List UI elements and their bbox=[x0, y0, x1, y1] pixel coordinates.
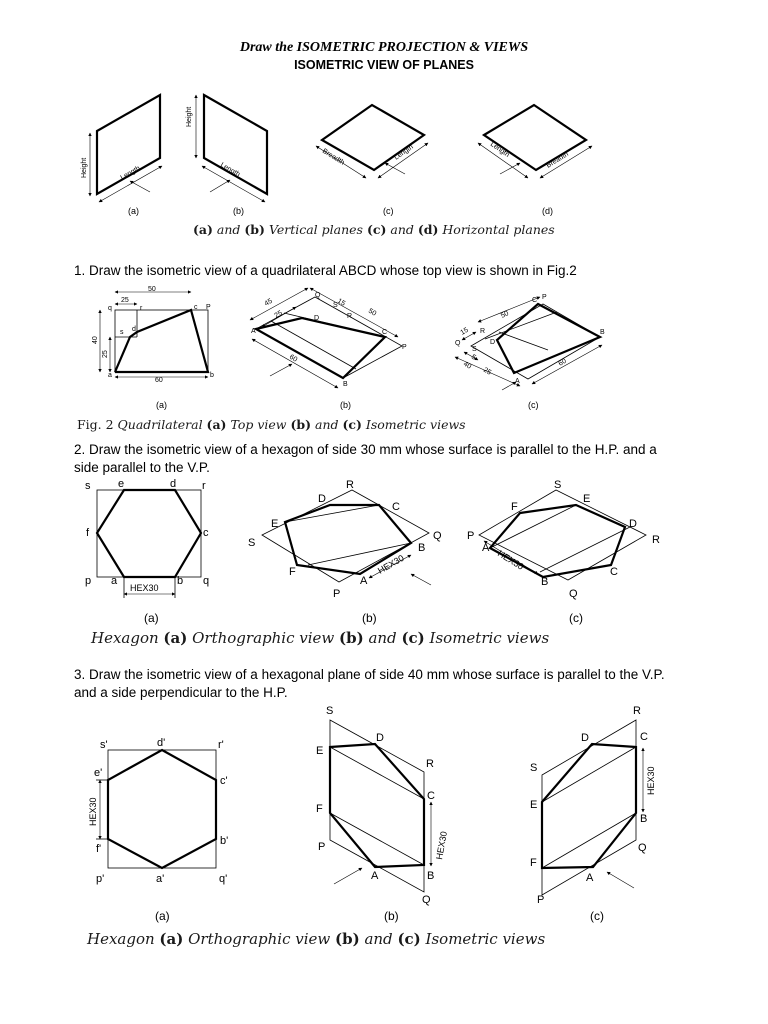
q3-b-A: A bbox=[371, 870, 379, 882]
q2-c-E: E bbox=[583, 493, 591, 505]
question-1: 1. Draw the isometric view of a quadrilateral ABCD whose top view is shown in Fig.2 bbox=[74, 263, 577, 278]
q3-a-c: c' bbox=[220, 775, 228, 787]
q2-a-r: r bbox=[202, 480, 206, 492]
plane-b-length: Length bbox=[219, 161, 242, 179]
q2-caption: Hexagon (a) Orthographic view (b) and (c) Isometric views bbox=[91, 629, 550, 647]
q1-a-dim-25b: 25 bbox=[102, 350, 109, 358]
q1-a-d: d bbox=[132, 326, 136, 333]
q3-a-f: f' bbox=[96, 843, 102, 855]
q1-b-D: D bbox=[314, 315, 320, 322]
q2-b-dim: HEX30 bbox=[376, 552, 406, 576]
q1-b-dim-50: 50 bbox=[367, 307, 378, 318]
q3-a-b: b' bbox=[220, 835, 229, 847]
q1-c-dim-5: 5 bbox=[470, 353, 477, 362]
q1-b-C: C bbox=[382, 329, 388, 336]
q2-b-P: P bbox=[333, 588, 341, 600]
plane-label-c: (c) bbox=[383, 206, 394, 216]
q2-a-q: q bbox=[203, 575, 210, 587]
q2-b-Q: Q bbox=[433, 530, 442, 542]
q2-b-B: B bbox=[418, 542, 426, 554]
q3-b-S: S bbox=[326, 705, 334, 717]
q2-a-f: f bbox=[86, 527, 90, 539]
q2-a-a: a bbox=[111, 575, 118, 587]
q3-c-A: A bbox=[586, 872, 594, 884]
q1-c-dim-15: 15 bbox=[459, 326, 470, 337]
q1-b-P: P bbox=[402, 344, 407, 351]
q1-b-R: R bbox=[347, 313, 353, 320]
q3-a-a: a' bbox=[156, 873, 165, 885]
q3-b-dim: HEX30 bbox=[434, 830, 449, 861]
question-2-line-2: side parallel to the V.P. bbox=[74, 460, 210, 475]
q1-label-c: (c) bbox=[528, 400, 539, 410]
q2-b-A: A bbox=[360, 575, 368, 587]
plane-label-d: (d) bbox=[542, 206, 553, 216]
q1-a-b: b bbox=[210, 372, 214, 379]
q1-a-P: P bbox=[206, 304, 211, 311]
q1-b-S: S bbox=[333, 302, 338, 309]
q1-b-dim-45: 45 bbox=[263, 297, 274, 308]
q3-a-dim: HEX30 bbox=[88, 797, 98, 826]
q2-b-E: E bbox=[271, 518, 279, 530]
q1-b-dim-15: 15 bbox=[336, 297, 347, 308]
q2-b-R: R bbox=[346, 479, 354, 491]
q2-c-C: C bbox=[610, 566, 618, 578]
q2-c-D: D bbox=[629, 518, 637, 530]
q2-b-F: F bbox=[289, 566, 296, 578]
q2-a-s: s bbox=[85, 480, 91, 492]
q3-c-F: F bbox=[530, 857, 537, 869]
q3-a-e: e' bbox=[94, 767, 103, 779]
q2-b-D: D bbox=[318, 493, 326, 505]
q2-a-b: b bbox=[177, 575, 184, 587]
q1-caption: Fig. 2 Quadrilateral (a) Top view (b) and (c) Isometric views bbox=[77, 417, 466, 432]
q2-c-A: A bbox=[482, 542, 490, 554]
q2-label-b: (b) bbox=[362, 611, 377, 625]
q3-a-q: q' bbox=[219, 873, 228, 885]
q2-a-c: c bbox=[203, 527, 209, 539]
q3-b-C: C bbox=[427, 790, 435, 802]
q3-c-S: S bbox=[530, 762, 538, 774]
q1-a-a: a bbox=[108, 372, 112, 379]
question-2-line-1: 2. Draw the isometric view of a hexagon of side 30 mm whose surface is parallel to the H.P. and a bbox=[74, 442, 657, 457]
q1-a-dim-40: 40 bbox=[92, 336, 99, 344]
q2-c-R: R bbox=[652, 534, 660, 546]
q3-b-P: P bbox=[318, 841, 326, 853]
q2-c-F: F bbox=[511, 501, 518, 513]
plane-label-a: (a) bbox=[128, 206, 139, 216]
q3-b-Q: Q bbox=[422, 894, 431, 906]
q3-c-B: B bbox=[640, 813, 648, 825]
q3-a-s: s' bbox=[100, 739, 108, 751]
planes-caption: (a) and (b) Vertical planes (c) and (d) Horizontal planes bbox=[193, 222, 555, 237]
q1-a-c: c bbox=[194, 304, 198, 311]
q3-b-R: R bbox=[426, 758, 434, 770]
plane-a-height: Height bbox=[81, 157, 88, 178]
q3-iso-c bbox=[530, 705, 656, 906]
q3-a-r: r' bbox=[218, 739, 224, 751]
q1-a-dim-50: 50 bbox=[148, 286, 156, 293]
plane-c-breadth: Breadth bbox=[320, 147, 346, 167]
q1-a-dim-25: 25 bbox=[121, 297, 129, 304]
q1-c-R: R bbox=[480, 328, 486, 335]
q1-c-A: A bbox=[515, 378, 520, 385]
q1-c-Q: Q bbox=[455, 340, 461, 347]
q3-label-b: (b) bbox=[384, 909, 399, 923]
q3-a-d: d' bbox=[157, 737, 166, 749]
q2-a-d: d bbox=[170, 478, 177, 490]
q3-iso-b bbox=[316, 705, 449, 906]
q3-c-E: E bbox=[530, 799, 538, 811]
q2-b-S: S bbox=[248, 537, 256, 549]
q1-c-dim-50: 50 bbox=[499, 310, 510, 320]
q1-c-P: P bbox=[542, 294, 547, 301]
plane-b-height: Height bbox=[186, 106, 193, 127]
plane-d-length: Length bbox=[488, 140, 511, 159]
q3-b-B: B bbox=[427, 870, 435, 882]
q1-c-dim-40: 40 bbox=[462, 360, 473, 371]
q1-c-D: D bbox=[490, 339, 496, 346]
plane-c-length: Length bbox=[393, 143, 415, 162]
page-title: Draw the ISOMETRIC PROJECTION & VIEWS bbox=[239, 40, 529, 55]
q3-c-C: C bbox=[640, 731, 648, 743]
plane-d-breadth: Breadth bbox=[545, 150, 570, 170]
plane-a-length: Length bbox=[119, 164, 142, 182]
q1-a-r: r bbox=[140, 305, 143, 312]
q1-a-q: q bbox=[108, 305, 112, 312]
question-3-line-2: and a side perpendicular to the H.P. bbox=[74, 685, 288, 700]
q3-c-P: P bbox=[537, 894, 545, 906]
q2-b-C: C bbox=[392, 501, 400, 513]
q2-label-a: (a) bbox=[144, 611, 159, 625]
q2-label-c: (c) bbox=[569, 611, 583, 625]
q3-b-E: E bbox=[316, 745, 324, 757]
q3-ortho bbox=[88, 737, 228, 885]
q3-c-R: R bbox=[633, 705, 641, 717]
q1-c-B: B bbox=[600, 329, 605, 336]
q1-b-dim-25: 25 bbox=[273, 309, 284, 320]
q2-a-dim: HEX30 bbox=[130, 583, 159, 593]
q3-b-D: D bbox=[376, 732, 384, 744]
q2-c-Q: Q bbox=[569, 588, 578, 600]
q1-c-C: C bbox=[532, 297, 538, 304]
q2-c-B: B bbox=[541, 576, 549, 588]
page-subtitle: ISOMETRIC VIEW OF PLANES bbox=[294, 58, 474, 72]
q2-a-e: e bbox=[118, 478, 125, 490]
q2-c-P: P bbox=[467, 530, 475, 542]
q1-c-dim-25: 25 bbox=[482, 366, 493, 377]
q1-a-dim-60: 60 bbox=[155, 377, 163, 384]
q1-b-A: A bbox=[251, 328, 256, 335]
plane-label-b: (b) bbox=[233, 206, 244, 216]
q2-c-S: S bbox=[554, 479, 562, 491]
q1-b-B: B bbox=[343, 381, 348, 388]
q1-label-a: (a) bbox=[156, 400, 167, 410]
q1-c-dim-60: 60 bbox=[557, 357, 568, 368]
q3-a-p: p' bbox=[96, 873, 105, 885]
q3-c-Q: Q bbox=[638, 842, 647, 854]
q3-label-c: (c) bbox=[590, 909, 604, 923]
q3-b-F: F bbox=[316, 803, 323, 815]
q1-label-b: (b) bbox=[340, 400, 351, 410]
q3-label-a: (a) bbox=[155, 909, 170, 923]
q1-c-S: S bbox=[472, 346, 477, 353]
q3-c-D: D bbox=[581, 732, 589, 744]
q1-b-Q: Q bbox=[315, 292, 321, 299]
q3-caption: Hexagon (a) Orthographic view (b) and (c) Isometric views bbox=[87, 930, 546, 948]
question-3-line-1: 3. Draw the isometric view of a hexagonal plane of side 40 mm whose surface is parallel to the V.P. bbox=[74, 667, 665, 682]
q2-c-dim: HEX30 bbox=[495, 548, 526, 572]
q3-c-dim: HEX30 bbox=[646, 766, 656, 795]
q1-b-dim-60: 60 bbox=[288, 353, 299, 364]
q1-a-s: s bbox=[120, 329, 124, 336]
q2-a-p: p bbox=[85, 575, 92, 587]
